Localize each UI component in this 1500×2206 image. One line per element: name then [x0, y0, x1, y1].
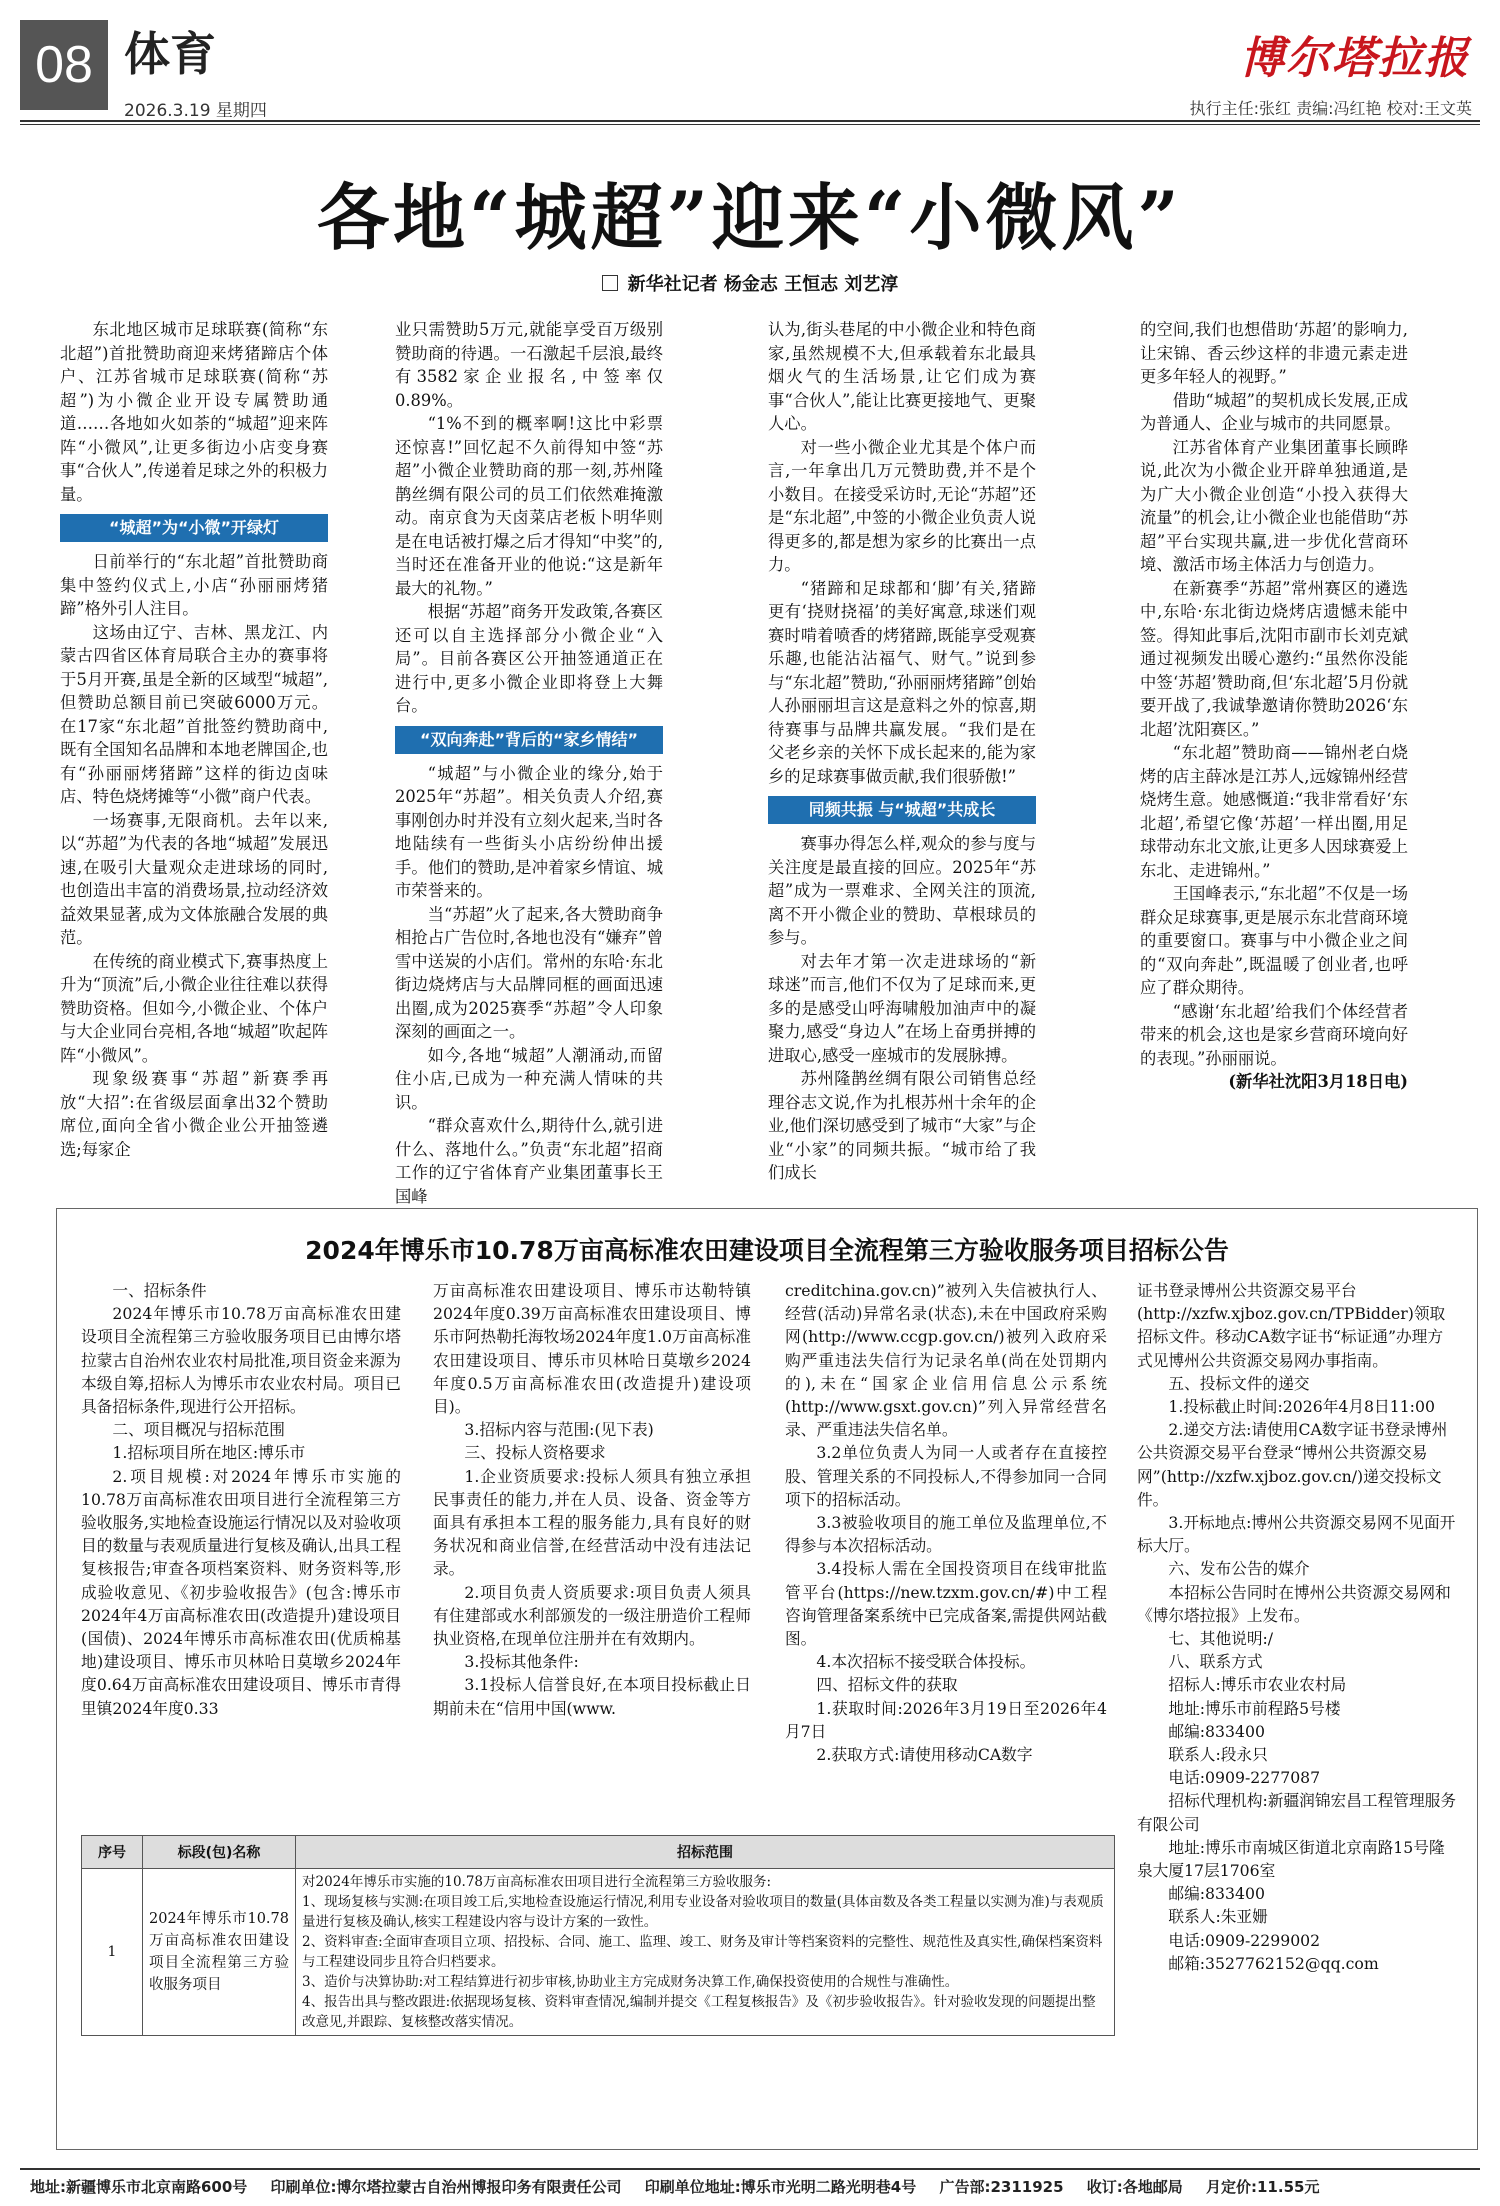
contact-line: 邮编:833400 [1168, 1884, 1265, 1904]
contact-line: 联系人:朱亚姗 [1168, 1907, 1268, 1927]
footer-info [30, 2176, 1337, 2197]
paragraph: 在传统的商业模式下,赛事热度上升为“顶流”后,小微企业往往难以获得赞助资格。但如今,小微企业、个体户与大企业同台亮相,各地“城超”吹起阵阵“小微风”。 [60, 951, 328, 1065]
notice-column-1 [81, 1279, 401, 1829]
article-column-4 [1140, 318, 1408, 1208]
tender-scope-table [81, 1835, 1115, 2036]
paragraph: 认为,街头巷尾的中小微企业和特色商家,虽然规模不大,但承载着东北最具烟火气的生活场景,让它们成为赛事“合伙人”,能让比赛更接地气、更聚人心。 [768, 320, 1036, 433]
paragraph: “群众喜欢什么,期待什么,就引进什么、落地什么。”负责“东北超”招商工作的辽宁省体育产业集团董事长王国峰 [395, 1116, 663, 1206]
notice-paragraph: 1.企业资质要求:投标人须具有独立承担民事责任的能力,并在人员、设备、资金等方面具有承担本工程的服务能力,具有良好的财务状况和商业信誉,在经营活动中没有违法记录。 [433, 1466, 751, 1579]
scope-line: 3、造价与决算协助:对工程结算进行初步审核,协助业主方完成财务决算工作,确保投资使用的合规性与准确性。 [302, 1974, 959, 1990]
notice-heading: 七、其他说明:/ [1168, 1629, 1274, 1649]
footer-price: 月定价:11.55元 [1206, 2178, 1320, 2196]
notice-column-3 [785, 1279, 1107, 1829]
article-byline [0, 270, 1500, 296]
footer-subscription: 收订:各地邮局 [1086, 2178, 1183, 2196]
paragraph: 对一些小微企业尤其是个体户而言,一年拿出几万元赞助费,并不是个小数目。在接受采访时,无论“苏超”还是“东北超”,中签的小微企业负责人说得更多的,都是想为家乡的比赛出一点力。 [768, 437, 1036, 574]
article-headline: 各地“城超”迎来“小微风” [317, 175, 1183, 260]
notice-paragraph: 本招标公告同时在博州公共资源交易网和《博尔塔拉报》上发布。 [1137, 1582, 1451, 1625]
byline-text: 新华社记者 杨金志 王恒志 刘艺淳 [627, 274, 899, 295]
article-body [60, 318, 1480, 1208]
paragraph: 根据“苏超”商务开发政策,各赛区还可以自主选择部分小微企业“入局”。目前各赛区公开抽签通道正在进行中,更多小微企业即将登上大舞台。 [395, 602, 663, 715]
notice-paragraph: 2.项目负责人资质要求:项目负责人须具有住建部或水利部颁发的一级注册造价工程师执业资格,在现单位注册并在有效期内。 [433, 1582, 751, 1649]
paragraph: 对去年才第一次走进球场的“新球迷”而言,他们不仅为了足球而来,更多的是感受山呼海啸般加油声中的凝聚力,感受“身边人”在场上奋勇拼搏的进取心,感受一座城市的发展脉搏。 [768, 951, 1036, 1065]
notice-paragraph: 2024年博乐市10.78万亩高标准农田建设项目全流程第三方验收服务项目已由博尔塔拉蒙古自治州农业农村局批准,项目资金来源为本级自筹,招标人为博乐市农业农村局。项目已具备招标条件,现进行公开招标。 [81, 1304, 401, 1417]
contact-line: 招标代理机构:新疆润锦宏昌工程管理服务有限公司 [1137, 1791, 1457, 1834]
paragraph: “东北超”赞助商——锦州老白烧烤的店主薛冰是江苏人,远嫁锦州经营烧烤生意。她感慨道:“我非常看好‘东北超’,希望它像‘苏超’一样出圈,用足球带动东北文旅,让更多人因球赛爱上东北、走进锦州。” [1140, 743, 1408, 880]
subheading: “城超”为“小微”开绿灯 [60, 514, 328, 542]
article-column-2 [395, 318, 663, 1208]
table-header-row [82, 1836, 1115, 1869]
notice-paragraph: 3.1投标人信誉良好,在本项目投标截止日期前未在“信用中国(www. [433, 1675, 751, 1718]
notice-paragraph: 1.招标项目所在地区:博乐市 [112, 1443, 306, 1463]
notice-paragraph: 3.招标内容与范围:(见下表) [464, 1420, 654, 1440]
paragraph: “感谢‘东北超’给我们个体经营者带来的机会,这也是家乡营商环境向好的表现。”孙丽丽说。 [1140, 1001, 1408, 1068]
notice-paragraph: 万亩高标准农田建设项目、博乐市达勒特镇2024年度0.39万亩高标准农田建设项目、博乐市阿热勒托海牧场2024年度1.0万亩高标准农田建设项目、博乐市贝林哈日莫墩乡2024年度0.5万亩高标准农田(改造提升)建设项目)。 [433, 1281, 751, 1417]
paragraph: 王国峰表示,“东北超”不仅是一场群众足球赛事,更是展示东北营商环境的重要窗口。赛事与中小微企业之间的“双向奔赴”,既温暖了创业者,也呼应了群众期待。 [1140, 884, 1408, 997]
header-rule-thin [20, 124, 1480, 125]
notice-heading: 一、招标条件 [112, 1281, 207, 1300]
table-cell-no: 1 [82, 1869, 143, 2036]
subheading: 同频共振 与“城超”共成长 [768, 796, 1036, 824]
contact-line: 邮编:833400 [1168, 1721, 1265, 1741]
paragraph: 一场赛事,无限商机。去年以来,以“苏超”为代表的各地“城超”发展迅速,在吸引大量观众走进球场的同时,也创造出丰富的消费场景,拉动经济效益效果显著,成为文体旅融合发展的典范。 [60, 810, 328, 947]
table-cell-name: 2024年博乐市10.78万亩高标准农田建设项目全流程第三方验收服务项目 [143, 1869, 296, 2036]
notice-column-2 [433, 1279, 751, 1829]
notice-title: 2024年博乐市10.78万亩高标准农田建设项目全流程第三方验收服务项目招标公告 [305, 1236, 1229, 1265]
notice-paragraph: 3.投标其他条件: [464, 1652, 579, 1672]
table-header: 标段(包)名称 [143, 1836, 296, 1869]
paragraph: 现象级赛事“苏超”新赛季再放“大招”:在省级层面拿出32个赞助席位,面向全省小微企业公开抽签遴选;每家企 [60, 1069, 328, 1159]
newspaper-logo: 博尔塔拉报 [1240, 33, 1470, 84]
table-header: 序号 [82, 1836, 143, 1869]
article-column-1 [60, 318, 328, 1208]
section-title: 体育 [124, 27, 216, 81]
paragraph: “1%不到的概率啊!这比中彩票还惊喜!”回忆起不久前得知中签“苏超”小微企业赞助商的那一刻,苏州隆鹊丝绸有限公司的员工们依然难掩激动。南京食为天卤菜店老板卜明华则是在电话被打爆之后才得知“中奖”的,当时还在准备开业的他说:“这是新年最大的礼物。” [395, 414, 663, 598]
header-rule [20, 120, 1480, 122]
paragraph: 苏州隆鹊丝绸有限公司销售总经理谷志文说,作为扎根苏州十余年的企业,他们深切感受到了城市“大家”与企业“小家”的同频共振。“城市给了我们成长 [768, 1069, 1036, 1182]
scope-line: 1、现场复核与实测:在项目竣工后,实地检查设施运行情况,利用专业设备对验收项目的数量(具体亩数及各类工程量以实测为准)与表观质量进行复核及确认,核实工程建设内容与设计方案的一致性。 [302, 1894, 1104, 1930]
notice-heading: 三、投标人资格要求 [464, 1443, 606, 1463]
paragraph: 如今,各地“城超”人潮涌动,而留住小店,已成为一种充满人情味的共识。 [395, 1045, 663, 1112]
table-row [82, 1869, 1115, 2036]
paragraph: 江苏省体育产业集团董事长顾晔说,此次为小微企业开辟单独通道,是为广大小微企业创造“小投入获得大流量”的机会,让小微企业也能借助“苏超”平台实现共赢,进一步优化营商环境、激活市场主体活力与创造力。 [1140, 437, 1408, 574]
footer-printer: 印刷单位:博尔塔拉蒙古自治州博报印务有限责任公司 [270, 2178, 622, 2196]
dateline: (新华社沈阳3月18日电) [1228, 1072, 1408, 1091]
paragraph: 在新赛季“苏超”常州赛区的遴选中,东哈·东北街边烧烤店遗憾未能中签。得知此事后,沈阳市副市长刘克斌通过视频发出暖心邀约:“虽然你没能中签‘苏超’赞助商,但‘东北超’5月份就要开战了,我诚挚邀请你赞助2026‘东北超’沈阳赛区。” [1140, 578, 1408, 739]
scope-line: 4、报告出具与整改跟进:依据现场复核、资料审查情况,编制并提交《工程复核报告》及《初步验收报告》。针对验收发现的问题提出整改意见,并跟踪、复核整改落实情况。 [302, 1994, 1096, 2030]
paragraph: “猪蹄和足球都和‘脚’有关,猪蹄更有‘挠财挠福’的美好寓意,球迷们观赛时啃着喷香的烤猪蹄,既能享受观赛乐趣,也能沾沾福气、财气。”说到参与“东北超”赞助,“孙丽丽烤猪蹄”创始人孙丽丽坦言这是意料之外的惊喜,期待赛事与品牌共赢发展。“我们是在父老乡亲的关怀下成长起来的,能为家乡的足球赛事做贡献,我们很骄傲!” [768, 578, 1036, 786]
notice-paragraph: 4.本次招标不接受联合体投标。 [816, 1652, 1036, 1672]
contact-line: 地址:博乐市南城区街道北京南路15号隆泉大厦17层1706室 [1137, 1837, 1445, 1881]
footer-rule [20, 2168, 1480, 2170]
notice-paragraph: 2.项目规模:对2024年博乐市实施的10.78万亩高标准农田项目进行全流程第三方验收服务,实地检查设施运行情况以及对验收项目的数量与表观质量进行复核及确认,出具工程复核报告;审查各项档案资料、财务资料等,形成验收意见、《初步验收报告》(包含:博乐市2024年4万亩高标准农田(改造提升)建设项目(国债)、2024年博乐市高标准农田(优质棉基地)建设项目、博乐市贝林哈日莫墩乡2024年度0.64万亩高标准农田建设项目、博乐市青得里镇2024年度0.33 [81, 1466, 401, 1718]
contact-line: 电话:0909-2299002 [1168, 1930, 1321, 1950]
contact-line: 招标人:博乐市农业农村局 [1168, 1675, 1347, 1695]
footer-address: 地址:新疆博乐市北京南路600号 [30, 2178, 248, 2196]
paragraph: 借助“城超”的契机成长发展,正成为普通人、企业与城市的共同愿景。 [1140, 390, 1408, 433]
notice-paragraph: 3.2单位负责人为同一人或者存在直接控股、管理关系的不同投标人,不得参加同一合同项下的招标活动。 [785, 1443, 1107, 1509]
scope-line: 2、资料审查:全面审查项目立项、招投标、合同、施工、监理、竣工、财务及审计等档案资料的完整性、规范性及真实性,确保档案资料与工程建设同步且符合归档要求。 [302, 1934, 1103, 1970]
contact-line: 联系人:段永只 [1168, 1745, 1268, 1765]
subheading: “双向奔赴”背后的“家乡情结” [395, 726, 663, 754]
editor-credits: 执行主任:张红 责编:冯红艳 校对:王文英 [1189, 99, 1472, 118]
notice-paragraph: 2.获取方式:请使用移动CA数字 [816, 1745, 1033, 1765]
paragraph: 日前举行的“东北超”首批赞助商集中签约仪式上,小店“孙丽丽烤猪蹄”格外引人注目。 [60, 552, 328, 618]
notice-heading: 二、项目概况与招标范围 [112, 1420, 285, 1440]
table-header: 招标范围 [296, 1836, 1115, 1869]
notice-paragraph: 1.投标截止时间:2026年4月8日11:00 [1168, 1397, 1435, 1417]
paragraph: 赛事办得怎么样,观众的参与度与关注度是最直接的回应。2025年“苏超”成为一票难求、全网关注的顶流,离不开小微企业的赞助、草根球员的参与。 [768, 834, 1036, 947]
table-cell-scope [296, 1869, 1115, 2036]
notice-paragraph: 证书登录博州公共资源交易平台(http://xzfw.xjboz.gov.cn/TPBidder)领取招标文件。移动CA数字证书“标证通”办理方式见博州公共资源交易网办事指南。 [1137, 1281, 1446, 1370]
paragraph: “城超”与小微企业的缘分,始于2025年“苏超”。相关负责人介绍,赛事刚创办时并没有立刻火起来,当时各地陆续有一些街头小店纷纷伸出援手。他们的赞助,是冲着家乡情谊、城市荣誉来的。 [395, 763, 663, 900]
notice-paragraph: 3.4投标人需在全国投资项目在线审批监管平台(https://new.tzxm.gov.cn/#)中工程咨询管理备案系统中已完成备案,需提供网站截图。 [785, 1559, 1107, 1649]
contact-line: 电话:0909-2277087 [1168, 1768, 1321, 1788]
page-number: 08 [20, 20, 108, 110]
notice-paragraph: 3.开标地点:博州公共资源交易网不见面开标大厅。 [1137, 1513, 1456, 1556]
contact-line: 邮箱:3527762152@qq.com [1168, 1953, 1379, 1973]
paragraph: 当“苏超”火了起来,各大赞助商争相抢占广告位时,各地也没有“嫌弃”曾雪中送炭的小店们。常州的东哈·东北街边烧烤店与大品牌同框的画面迅速出圈,成为2025赛季“苏超”令人印象深刻的画面之一。 [395, 904, 663, 1041]
issue-date: 2026.3.19 星期四 [124, 101, 267, 121]
footer-ad: 广告部:2311925 [939, 2178, 1064, 2196]
notice-heading: 八、联系方式 [1168, 1652, 1263, 1672]
contact-line: 地址:博乐市前程路5号楼 [1168, 1698, 1341, 1718]
notice-heading: 六、发布公告的媒介 [1168, 1559, 1310, 1579]
footer-printer-address: 印刷单位地址:博乐市光明二路光明巷4号 [644, 2178, 917, 2196]
article-column-3 [768, 318, 1036, 1208]
paragraph: 业只需赞助5万元,就能享受百万级别赞助商的待遇。一石激起千层浪,最终有3582家企业报名,中签率仅0.89%。 [395, 320, 663, 410]
paragraph: 的空间,我们也想借助‘苏超’的影响力,让宋锦、香云纱这样的非遗元素走进更多年轻人的视野。” [1140, 320, 1408, 386]
paragraph: 这场由辽宁、吉林、黑龙江、内蒙古四省区体育局联合主办的赛事将于5月开赛,虽是全新的区域型“城超”,但赞助总额目前已突破6000万元。在17家“东北超”首批签约赞助商中,既有全国知名品牌和本地老牌国企,也有“孙丽丽烤猪蹄”这样的街边卤味店、特色烧烤摊等“小微”商户代表。 [60, 622, 328, 806]
notice-paragraph: 2.递交方法:请使用CA数字证书登录博州公共资源交易平台登录“博州公共资源交易网”(http://xzfw.xjboz.gov.cn/)递交投标文件。 [1137, 1420, 1448, 1509]
notice-paragraph: 3.3被验收项目的施工单位及监理单位,不得参与本次招标活动。 [785, 1513, 1107, 1556]
paragraph: 东北地区城市足球联赛(简称“东北超”)首批赞助商迎来烤猪蹄店个体户、江苏省城市足球联赛(简称“苏超”)为小微企业开设专属赞助通道……各地如火如荼的“城超”迎来阵阵“小微风”,让更多街边小店变身赛事“合伙人”,传递着足球之外的积极力量。 [60, 320, 328, 504]
byline-box-icon [602, 275, 618, 291]
scope-line: 对2024年博乐市实施的10.78万亩高标准农田项目进行全流程第三方验收服务: [302, 1874, 772, 1890]
notice-column-4 [1137, 1279, 1457, 2199]
tender-notice [56, 1208, 1478, 2150]
notice-paragraph: creditchina.gov.cn)”被列入失信被执行人、经营(活动)异常名录(状态),未在中国政府采购网(http://www.ccgp.gov.cn/)被列入政府采购严重违法失信行为记录名单(尚在处罚期内的),未在“国家企业信用信息公示系统(http://www.gsxt.gov.cn)”列入异常经营名录、严重违法失信名单。 [785, 1281, 1107, 1440]
notice-paragraph: 1.获取时间:2026年3月19日至2026年4月7日 [785, 1698, 1107, 1741]
notice-heading: 五、投标文件的递交 [1168, 1373, 1310, 1393]
notice-heading: 四、招标文件的获取 [816, 1675, 958, 1695]
